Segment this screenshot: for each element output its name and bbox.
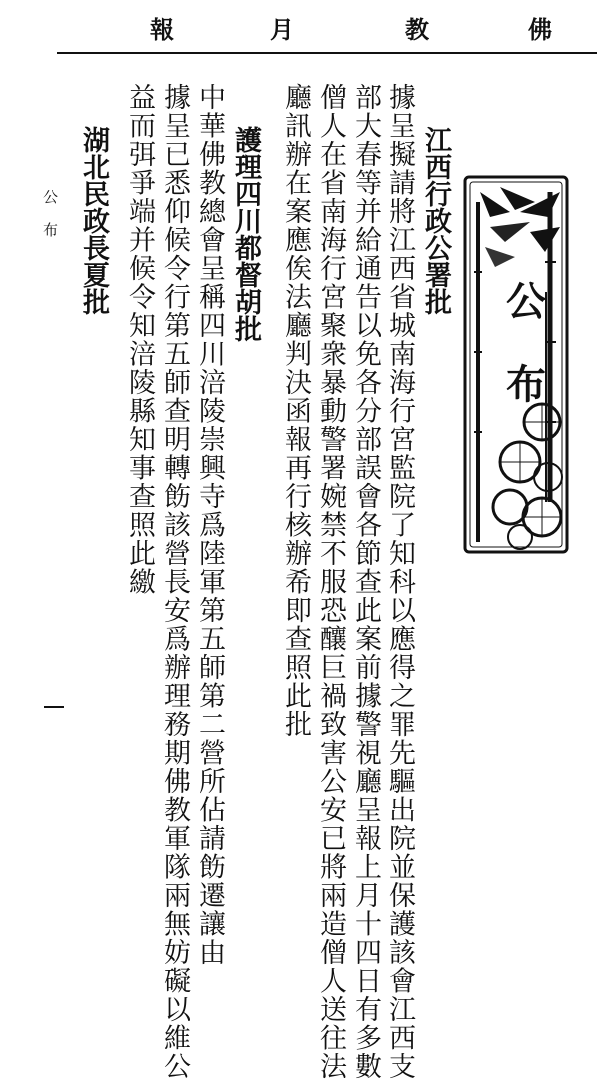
section-title-hubei: 湖北民政長夏批 <box>78 126 109 315</box>
header-divider <box>57 52 597 54</box>
header-char-1: 佛 <box>528 15 552 44</box>
body-line: 益而弭爭端并候令知涪陵縣知事查照此繳 <box>124 83 155 596</box>
header-char-2: 教 <box>405 15 429 44</box>
header-char-3: 月 <box>270 15 294 44</box>
section-title-jiangxi: 江西行政公署批 <box>420 126 451 315</box>
body-line: 僧人在省南海行宮聚衆暴動警署婉禁不服恐釀巨禍致害公安已將兩造僧人送往法 <box>315 83 346 1081</box>
body-line: 據呈擬請將江西省城南海行宮監院了知科以應得之罪先驅出院並保護該會江西支 <box>384 83 415 1081</box>
section-title-sichuan: 護理四川都督胡批 <box>230 126 261 342</box>
body-line: 廳訊辦在案應俟法廳判決函報再行核辦希即查照此批 <box>280 83 311 739</box>
body-line: 據呈已悉仰候令行第五師查明轉飭該營長安爲辦理務期佛教軍隊兩無妨礙以維公 <box>159 83 190 1081</box>
column-label: 公 布 <box>41 189 59 237</box>
body-line: 部大春等并給通告以免各分部誤會各節查此案前據警視廳呈報上月十四日有多數 <box>350 83 381 1081</box>
badge-char-2: 布 <box>506 361 546 408</box>
body-line: 中華佛教總會呈稱四川涪陵崇興寺爲陸軍第五師第二營所佔請飭遷讓由 <box>194 83 225 967</box>
badge-char-1: 公 <box>506 278 546 325</box>
header-char-4: 報 <box>150 15 174 44</box>
page-number <box>44 706 64 708</box>
